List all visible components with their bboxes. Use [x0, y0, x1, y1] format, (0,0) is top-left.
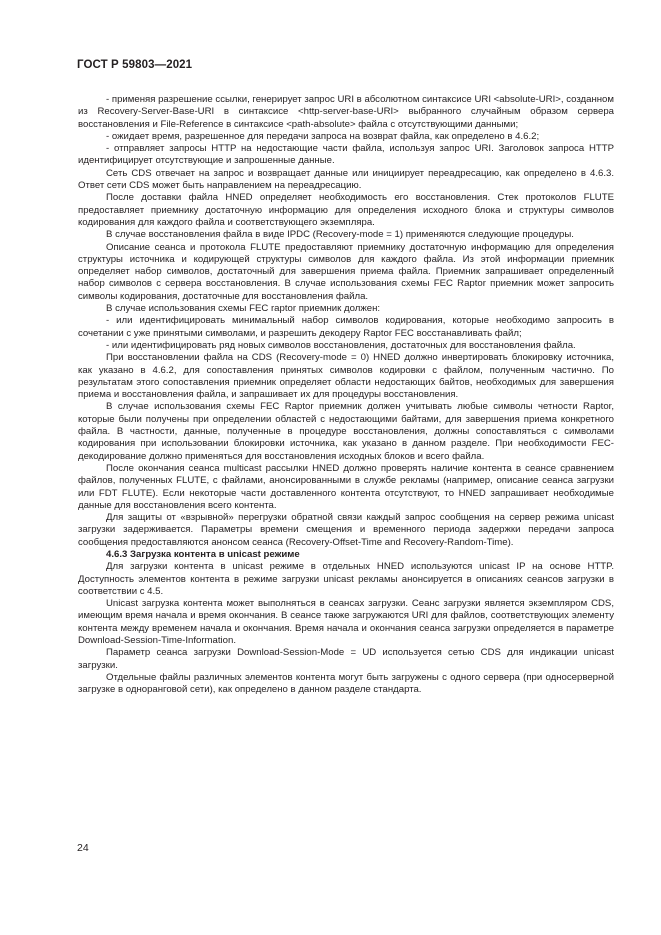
- paragraph: После окончания сеанса multicast рассылки HNED должно проверять наличие контента в сеансе сравнением файлов, полученных FLUTE, с файлами, анонсированными в службе рекламы (например, описание сеанса загрузки или FDT FLUTE). Если некоторые части доставленного контента отсутствуют, то HNED запрашивает необходимые данные для восстановления всего контента.: [78, 462, 614, 511]
- paragraph: Для защиты от «взрывной» перегрузки обратной связи каждый запрос сообщения на сервер режима unicast загрузки задерживается. Параметры времени смещения и временного периода задержки передачи запроса сообщения предоставляются анонсом сеанса (Recovery-Offset-Time and Recovery-Random-Time).: [78, 512, 614, 548]
- standard-header: ГОСТ Р 59803—2021: [77, 59, 193, 71]
- section-heading: 4.6.3 Загрузка контента в unicast режиме: [106, 548, 300, 560]
- paragraph: Для загрузки контента в unicast режиме в отдельных HNED используются unicast IP на основе HTTP. Доступность элементов контента в режиме загрузки unicast рекламы анонсируется в описаниях сеансов загрузки в соответствии с 4.5.: [78, 561, 614, 597]
- page-number: 24: [77, 842, 89, 854]
- paragraph: Описание сеанса и протокола FLUTE предоставляют приемнику достаточную информацию для определения структуры источника и кодирующей структуры символов для каждого файла. Из этой информации приемник определяет набор символов, достаточный для завершения приема файла. Приемник запрашивает определенный набор символов с сервера восстановления. В случае использования схемы FEC Raptor приемник может запросить символы кодирования, достаточные для восстановления файла.: [78, 241, 614, 302]
- paragraph: В случае восстановления файла в виде IPDC (Recovery-mode = 1) применяются следующие процедуры.: [106, 229, 574, 241]
- document-body: [78, 94, 614, 697]
- paragraph: Сеть CDS отвечает на запрос и возвращает данные или инициирует переадресацию, как определено в 4.6.3. Ответ сети CDS может быть направлением на переадресацию.: [78, 167, 614, 192]
- paragraph: - применяя разрешение ссылки, генерирует запрос URI в абсолютном синтаксисе URI <absolute-URI>, созданном из Recovery-Server-Base-URI в синтаксисе <http-server-base-URI> выбранного случайным образом сервера восстановления и File-Reference в синтаксисе <path-absolute> файла с отсутствующими данными;: [78, 94, 614, 130]
- paragraph: Параметр сеанса загрузки Download-Session-Mode = UD используется сетью CDS для индикации unicast загрузки.: [78, 647, 614, 671]
- paragraph: - ожидает время, разрешенное для передачи запроса на возврат файла, как определено в 4.6.2;: [106, 130, 540, 142]
- paragraph: При восстановлении файла на CDS (Recovery-mode = 0) HNED должно инвертировать блокировку источника, как указано в 4.6.2, для сопоставления принятых символов кодировки с файлом, полученным частично. По результатам этого сопоставления приемник определяет области недостающих байтов, необходимых для завершения приема и восстановления файла, и запрашивает их для процедуры восстановления.: [78, 352, 614, 401]
- paragraph: - отправляет запросы HTTP на недостающие части файла, используя запрос URI. Заголовок запроса HTTP идентифицирует отсутствующие и запрошенные данные.: [78, 143, 614, 167]
- paragraph: - или идентифицировать минимальный набор символов кодирования, которые необходимо запросить в сочетании с уже принятыми символами, и разрешить декодеру Raptor FEC восстанавливать файл;: [78, 315, 614, 339]
- paragraph: Unicast загрузка контента может выполняться в сеансах загрузки. Сеанс загрузки является экземпляром CDS, имеющим время начала и время окончания. В сеансе также загружаются URI для файлов, соответствующих элементу контента между временем начала и окончания. Время начала и окончания сеанса загрузки определяется в параметре Download-Session-Time-Information.: [78, 598, 614, 647]
- paragraph: После доставки файла HNED определяет необходимость его восстановления. Стек протоколов FLUTE предоставляет приемнику достаточную информацию для определения исходного блока и структуры символов кодирования для каждого файла и соответствующего экземпляра.: [78, 192, 614, 228]
- paragraph: Отдельные файлы различных элементов контента могут быть загружены с одного сервера (при односерверной загрузке в одноранговой сети), как определено в данном разделе стандарта.: [78, 671, 614, 696]
- paragraph: В случае использования схемы FEC Raptor приемник должен учитывать любые символы четности Raptor, которые были получены при определении областей с недостающими байтами, для завершения приема конкретного файла. В частности, данные, полученные в процедуре восстановления, должны сопоставляться с символами кодирования при использовании блокировки источника, как указано в данном разделе. При необходимости FEC-декодирование должно применяться для восстановления исходных блоков и всего файла.: [78, 401, 614, 462]
- paragraph: В случае использования схемы FEC raptor приемник должен:: [106, 303, 381, 315]
- paragraph: - или идентифицировать ряд новых символов восстановления, достаточных для восстановления файла.: [106, 339, 576, 351]
